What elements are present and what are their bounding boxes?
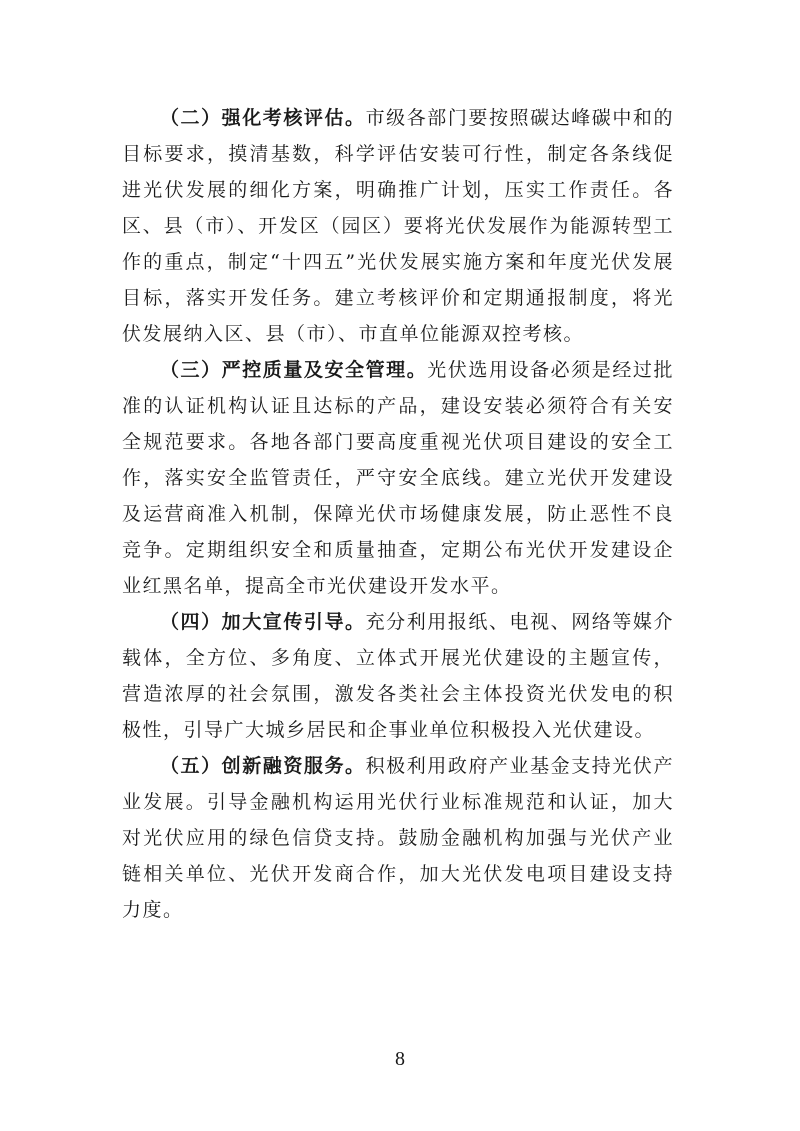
paragraph-heading: （二）强化考核评估。 bbox=[160, 107, 366, 129]
paragraph-heading: （三）严控质量及安全管理。 bbox=[160, 359, 428, 381]
paragraph-heading: （五）创新融资服务。 bbox=[160, 755, 366, 777]
paragraph-text: 充分利用报纸、电视、网络等媒介载体，全方位、多角度、立体式开展光伏建设的主题宣传，营造浓厚的社会氛围，激发各类社会主体投资光伏发电的积极性，引导广大城乡居民和企事业单位积极投入光伏建设。 bbox=[122, 611, 674, 741]
page-number: 8 bbox=[395, 1048, 405, 1070]
paragraph-assessment bbox=[122, 100, 674, 352]
paragraph-financing bbox=[122, 748, 674, 928]
paragraph-publicity bbox=[122, 604, 674, 748]
paragraph-text: 市级各部门要按照碳达峰碳中和的目标要求，摸清基数，科学评估安装可行性，制定各条线促进光伏发展的细化方案，明确推广计划，压实工作责任。各区、县（市）、开发区（园区）要将光伏发展作为能源转型工作的重点，制定“十四五”光伏发展实施方案和年度光伏发展目标，落实开发任务。建立考核评价和定期通报制度，将光伏发展纳入区、县（市）、市直单位能源双控考核。 bbox=[122, 107, 674, 345]
paragraph-heading: （四）加大宣传引导。 bbox=[160, 611, 366, 633]
paragraph-quality-safety bbox=[122, 352, 674, 604]
document-body bbox=[122, 100, 674, 928]
paragraph-text: 光伏选用设备必须是经过批准的认证机构认证且达标的产品，建设安装必须符合有关安全规范要求。各地各部门要高度重视光伏项目建设的安全工作，落实安全监管责任，严守安全底线。建立光伏开发建设及运营商准入机制，保障光伏市场健康发展，防止恶性不良竞争。定期组织安全和质量抽查，定期公布光伏开发建设企业红黑名单，提高全市光伏建设开发水平。 bbox=[122, 359, 674, 597]
paragraph-text: 积极利用政府产业基金支持光伏产业发展。引导金融机构运用光伏行业标准规范和认证，加大对光伏应用的绿色信贷支持。鼓励金融机构加强与光伏产业链相关单位、光伏开发商合作，加大光伏发电项目建设支持力度。 bbox=[122, 755, 674, 921]
